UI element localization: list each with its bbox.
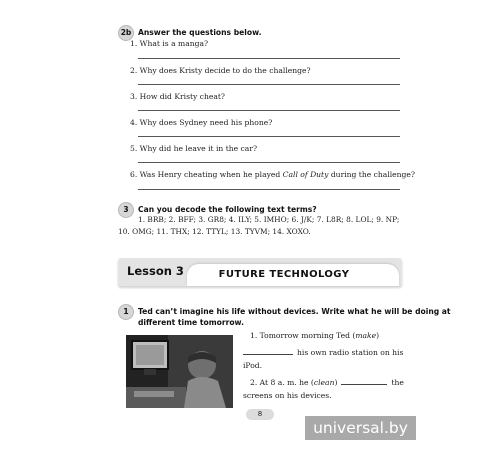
- exercise-3-badge: 3: [118, 202, 134, 218]
- answer-line-5[interactable]: [138, 162, 400, 163]
- question-3: 3. How did Kristy cheat?: [130, 92, 226, 101]
- question-1: 1. What is a manga?: [130, 39, 209, 48]
- item-1-verb: make: [355, 331, 377, 340]
- teen-at-computer-photo: [126, 335, 233, 408]
- item-2-blank[interactable]: [341, 376, 387, 385]
- text-terms-list: 1. BRB; 2. BFF; 3. GR8; 4. ILY; 5. IMHO; 6. J/K; 7. L8R; 8. LOL; 9. NP; 10. OMG; 11. THX; 12. TTYL; 13. TYVM; 14. XOXO.: [118, 215, 400, 236]
- exercise-2b-heading: Answer the questions below.: [138, 28, 262, 37]
- item-1-continuation: his own radio station on his: [297, 348, 404, 357]
- answer-line-4[interactable]: [138, 136, 400, 137]
- question-6-game-title: Call of Duty: [282, 170, 329, 179]
- exercise-1-heading-line-2: different time tomorrow.: [138, 318, 244, 327]
- item-1-start: 1. Tomorrow morning Ted (: [250, 331, 356, 340]
- item-1-tail: iPod.: [243, 361, 263, 370]
- question-5: 5. Why did he leave it in the car?: [130, 144, 258, 153]
- exercise-1-heading-line-1: Ted can’t imagine his life without devices. Write what he will be doing at: [138, 307, 451, 316]
- item-1-line-2: [243, 346, 403, 357]
- lesson-title: FUTURE TECHNOLOGY: [218, 269, 350, 280]
- answer-line-1[interactable]: [138, 58, 400, 59]
- exercise-2b-badge: 2b: [118, 25, 134, 41]
- item-1-end: ): [376, 331, 380, 340]
- answer-line-2[interactable]: [138, 84, 400, 85]
- item-2-continuation: the: [391, 378, 404, 387]
- item-2-verb: clean: [313, 378, 335, 387]
- item-2-start: 2. At 8 a. m. he (: [250, 378, 314, 387]
- question-6-prefix: 6. Was Henry cheating when he played: [130, 170, 283, 179]
- lesson-label: Lesson 3: [127, 264, 184, 278]
- item-2-line-1: [250, 376, 404, 387]
- question-2: 2. Why does Kristy decide to do the challenge?: [130, 66, 311, 75]
- answer-line-3[interactable]: [138, 110, 400, 111]
- item-2-end: ): [334, 378, 338, 387]
- item-1-line-1: [250, 331, 379, 340]
- exercise-1-badge: 1: [118, 304, 134, 320]
- photo-illustration: [126, 335, 233, 408]
- answer-line-6[interactable]: [138, 189, 400, 190]
- exercise-3-heading: Can you decode the following text terms?: [138, 205, 317, 214]
- question-6: [130, 170, 415, 179]
- item-1-blank[interactable]: [243, 346, 293, 355]
- question-6-suffix: during the challenge?: [328, 170, 415, 179]
- item-2-tail: screens on his devices.: [243, 391, 332, 400]
- page-number: 8: [246, 409, 274, 420]
- watermark-logo: universal.by: [305, 416, 416, 440]
- question-4: 4. Why does Sydney need his phone?: [130, 118, 273, 127]
